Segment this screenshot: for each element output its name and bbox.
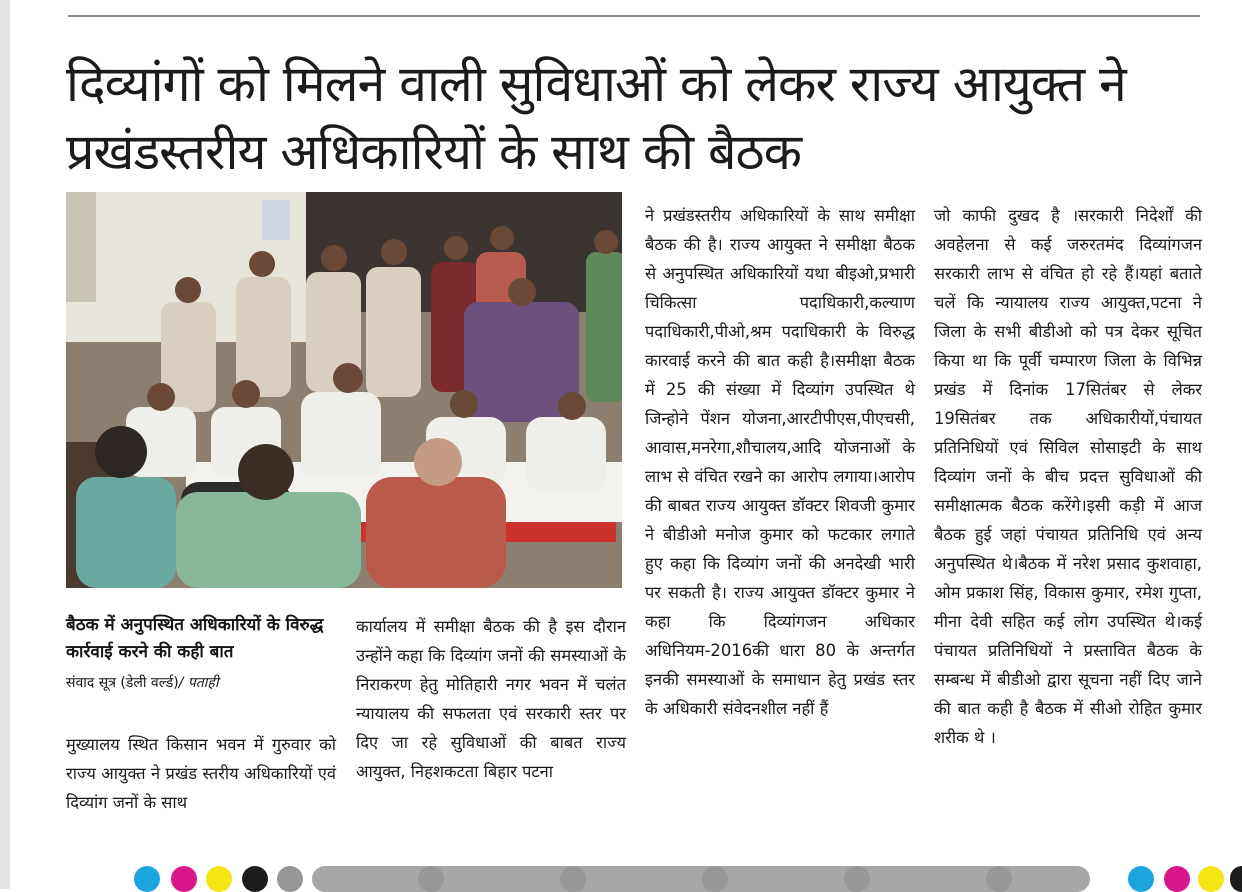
headline: दिव्यांगों को मिलने वाली सुविधाओं को लेकर राज्य आयुक्त ने प्रखंडस्तरीय अधिकारियों के साथ की बैठक <box>66 55 1126 181</box>
photo-caption: बैठक में अनुपस्थित अधिकारियों के विरुद्ध कार्रवाई करने की कही बात <box>66 615 324 662</box>
meeting-photo-illustration <box>66 192 622 588</box>
article-column-1: मुख्यालय स्थित किसान भवन में गुरुवार को राज्य आयुक्त ने प्रखंड स्तरीय अधिकारियों एवं दिव्यांग जनों के साथ <box>66 735 336 812</box>
article-column-4: जो काफी दुखद है ।सरकारी निदेर्शों की अवहेलना से कई जरुरतमंद दिव्यांगजन सरकारी लाभ से वंचित हो रहे हैं।यहां बताते चलें कि न्यायालय राज्य आयुक्त,पटना ने जिला के सभी बीडीओ को पत्र देकर सूचित किया था कि पूर्वी चम्पारण जिला के विभिन्न प्रखंड में दिनांक 17सितंबर से लेकर 19सितंबर तक अधिकारीयों,पंचायत प्रतिनिधियों एवं सिविल सोसाइटी के साथ दिव्यांग जनों के बीच प्रदत्त सुविधाओं की समीक्षात्मक बैठक करेंगे।इसी कड़ी में आज बैठक हुई जहां पंचायत प्रतिनिधि एवं अन्य अनुपस्थित थे।बैठक में नरेश प्रसाद कुशवाहा, ओम प्रकाश सिंह, विकास कुमार, रमेश गुप्ता, मीना देवी सहित कई लोग उपस्थित थे।कई पंचायत प्रतिनिधियों ने प्रस्तावित बैठक के सम्बन्ध में बीडीओ द्वारा सूचना नहीं दिए जाने की बात कही है बैठक में सीओ रोहित कुमार शरीक थे । <box>934 206 1202 747</box>
registration-band-dot <box>702 866 728 892</box>
registration-band-dot <box>986 866 1012 892</box>
registration-dot-cyan <box>1128 866 1154 892</box>
registration-band-dot <box>418 866 444 892</box>
byline-place: पताही <box>187 675 219 691</box>
registration-dot-gray <box>277 866 303 892</box>
registration-dot-black <box>242 866 268 892</box>
top-rule <box>68 15 1200 17</box>
registration-band-dot <box>560 866 586 892</box>
article-column-2: कार्यालय में समीक्षा बैठक की है इस दौरान उन्होंने कहा कि दिव्यांग जनों की समस्याओं के निराकरण हेतु मोतिहारी नगर भवन में चलंत न्यायालय की सफलता एवं सरकारी स्तर पर दिए जा रहे सुविधाओं की बाबत राज्य आयुक्त, निहशकटता बिहार पटना <box>356 617 626 781</box>
byline-source: संवाद सूत्र (डेली वर्ल्ड) <box>66 675 179 691</box>
registration-band-dot <box>844 866 870 892</box>
registration-dot-yellow <box>206 866 232 892</box>
registration-dot-yellow <box>1198 866 1224 892</box>
byline <box>66 672 342 694</box>
byline-separator: / <box>178 675 184 691</box>
registration-dot-cyan <box>134 866 160 892</box>
meeting-photo <box>66 192 622 588</box>
registration-dot-black <box>1230 866 1242 892</box>
page-edge-strip <box>0 0 10 889</box>
registration-dot-magenta <box>171 866 197 892</box>
article-column-3: ने प्रखंडस्तरीय अधिकारियों के साथ समीक्षा बैठक की है। राज्य आयुक्त ने समीक्षा बैठक से अनुपस्थित अधिकारियों यथा बीइओ,प्रभारी चिकित्सा पदाधिकारी,कल्याण पदाधिकारी,पीओ,श्रम पदाधिकारी के विरुद्ध कारवाई करने की बात कही है।समीक्षा बैठक में 25 की संख्या में दिव्यांग उपस्थित थे जिन्होने पेंशन योजना,आरटीपीएस,पीएचसी, आवास,मनरेगा,शौचालय,आदि योजनाओं के लाभ से वंचित रखने का आरोप लगाया।आरोप की बाबत राज्य आयुक्त डॉक्टर शिवजी कुमार ने बीडीओ मनोज कुमार को फटकार लगाते हुए कहा कि दिव्यांग जनों की अनदेखी भारी पर सकती है। राज्य आयुक्त डॉक्टर कुमार ने कहा कि दिव्यांगजन अधिकार अधिनियम-2016की धारा 80 के अन्तर्गत इनकी समस्याओं के समाधान हेतु प्रखंड स्तर के अधिकारी संवेदनशील नहीं हैं <box>645 206 915 718</box>
registration-dot-magenta <box>1164 866 1190 892</box>
